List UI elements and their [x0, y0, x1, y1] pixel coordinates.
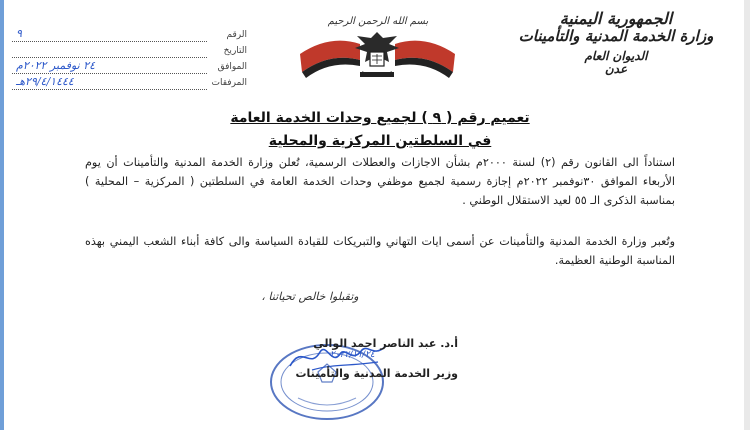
signatory-name: أ.د. عبد الناصر احمد الوالي — [313, 337, 458, 350]
left-frame-border — [0, 0, 4, 430]
field-attachments — [12, 75, 247, 92]
field-number — [12, 27, 247, 44]
letterhead-right — [506, 10, 726, 77]
field-corresponding — [12, 59, 247, 76]
field-attachments-value: ٢٩/٤/١٤٤٤هـ — [16, 75, 74, 88]
field-attachments-label: المرفقات — [211, 78, 247, 88]
yemen-eagle-emblem-icon — [290, 14, 465, 86]
ministry-name: وزارة الخدمة المدنية والتأمينات — [518, 27, 714, 46]
city-name: عدن — [604, 62, 628, 77]
field-date — [12, 46, 247, 60]
body-paragraph-1: استناداً الى القانون رقم (٢) لسنة ٢٠٠٠م بشأن الاجازات والعطلات الرسمية، تُعلن وزارة الخدمة المدنية والتأمينات أن يوم الأربعاء الموافق ٣٠نوفمبر ٢٠٢٢م إجازة رسمية لجميع موظفي وحدات الخدمة العامة في السلطتين ( المركزية – المحلية ) بمناسبة الذكرى الـ ٥٥ لعيد الاستقلال الوطني . — [85, 156, 675, 207]
field-number-value: ٩ — [16, 27, 22, 40]
signature-date: ٢٠٢٢/١١/٢٤ — [330, 350, 375, 360]
field-line — [12, 57, 207, 58]
field-line — [12, 89, 207, 90]
office-name: الديوان العام — [584, 48, 648, 63]
letter-fields — [12, 27, 247, 94]
field-date-label: التاريخ — [223, 46, 247, 56]
field-corresponding-label: الموافق — [217, 62, 247, 72]
right-frame-border — [744, 0, 750, 430]
circular-title: تعميم رقم ( ٩ ) لجميع وحدات الخدمة العامة — [230, 110, 530, 126]
field-line — [12, 41, 207, 42]
body-paragraph-2: وتُعبر وزارة الخدمة المدنية والتأمينات عن أسمى ايات التهاني والتبريكات للقيادة السياسة والى كافة أبناء الشعب اليمني بهذه المناسبة الوطنية العظيمة. — [85, 235, 675, 267]
field-number-label: الرقم — [226, 30, 247, 40]
country-name: الجمهورية اليمنية — [559, 9, 673, 28]
circular-subtitle: في السلطتين المركزية والمحلية — [268, 133, 492, 149]
signatory-title: وزير الخدمة المدنية والتأمينات — [295, 367, 458, 380]
field-corresponding-value: ٢٤ نوفمبر ٢٠٢٢م — [16, 59, 96, 72]
field-line — [12, 73, 207, 74]
basmala: بسم الله الرحمن الرحيم — [327, 16, 429, 27]
closing-greeting: وتقبلوا خالص تحياتنا ، — [261, 290, 359, 303]
